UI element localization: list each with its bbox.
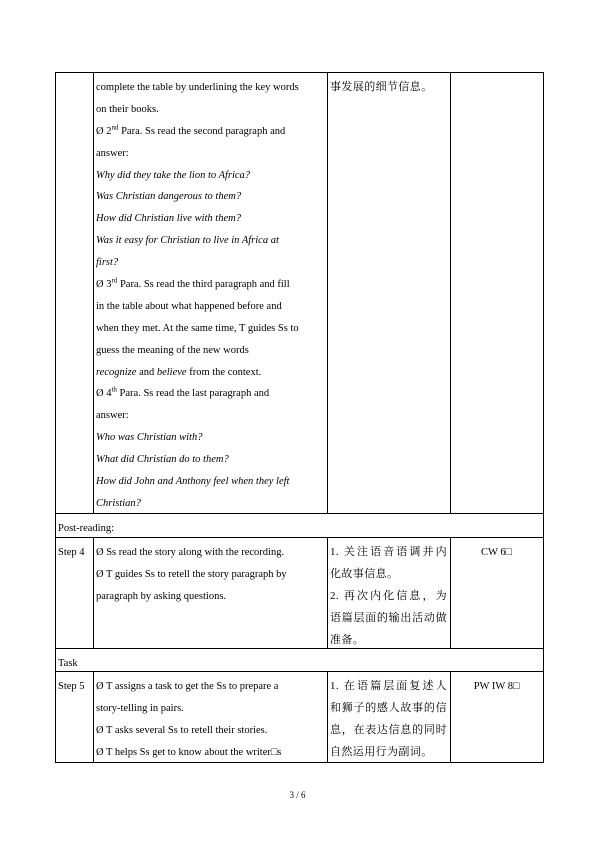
question-line: Who was Christian with? (96, 432, 203, 444)
question-line: Why did they take the lion to Africa? (96, 169, 251, 181)
step-label: Step 5 (58, 681, 85, 692)
italic-word: believe (156, 366, 187, 378)
activity-text: Para. Ss read the second paragraph and (118, 125, 286, 137)
question-line: What did Christian do to them? (96, 454, 229, 466)
question-line: first? (96, 257, 119, 269)
activity-line: Ø T assigns a task to get the Ss to prepare a (96, 681, 279, 692)
activity-text: from the context. (186, 366, 262, 378)
activity-line: on their books. (96, 103, 159, 115)
time-label: CW 6□ (481, 547, 512, 558)
activity-line: Ø Ss read the story along with the recording. (96, 547, 285, 558)
purpose-line: 2. 再次内化信息，为 (330, 589, 447, 602)
bullet-text: Ø 4 (96, 388, 112, 400)
step-cell (55, 671, 94, 763)
question-line: Was it easy for Christian to live in Africa at (96, 235, 279, 247)
step-cell (55, 72, 94, 514)
time-label: PW IW 8□ (473, 681, 520, 692)
purpose-line: 息，在表达信息的同时 (330, 723, 447, 736)
section-row-task (55, 648, 544, 672)
activities-cell (93, 72, 328, 514)
purpose-line: 准备。 (330, 633, 365, 646)
activity-line: paragraph by asking questions. (96, 590, 227, 602)
activity-line: story-telling in pairs. (96, 702, 184, 714)
activity-line: Ø T asks several Ss to retell their stories. (96, 724, 268, 736)
activity-text: Para. Ss read the third paragraph and fill (117, 279, 290, 291)
activity-line: complete the table by underlining the key words (96, 82, 299, 93)
purpose-cell (327, 671, 451, 763)
time-cell (450, 72, 544, 514)
question-line: How did John and Anthony feel when they left (96, 476, 290, 488)
question-line: Was Christian dangerous to them? (96, 191, 242, 203)
ordinal-suffix: nd (111, 123, 119, 132)
purpose-line: 和狮子的感人故事的信 (330, 701, 447, 714)
ordinal-suffix: th (111, 385, 117, 394)
section-label: Post-reading: (58, 523, 114, 534)
page-number: 3 / 6 (289, 790, 306, 800)
activity-line (96, 383, 324, 405)
time-cell (450, 671, 544, 763)
section-label: Task (58, 658, 78, 669)
purpose-line: 事发展的细节信息。 (330, 81, 433, 93)
activity-line (96, 121, 324, 143)
purpose-line: 化故事信息。 (330, 567, 399, 580)
activity-line: answer: (96, 147, 129, 159)
purpose-cell (327, 537, 451, 649)
activities-cell (93, 671, 328, 763)
time-cell (450, 537, 544, 649)
purpose-line: 1. 在语篇层面复述人 (330, 680, 447, 692)
activity-line: in the table about what happened before and (96, 300, 282, 312)
activity-line (96, 274, 324, 296)
italic-word: recognize (96, 366, 137, 378)
activity-text: and (136, 366, 157, 378)
question-line: How did Christian live with them? (96, 213, 241, 225)
purpose-cell (327, 72, 451, 514)
purpose-line: 1. 关注语音语调并内 (330, 546, 447, 558)
bullet-text: Ø 3 (96, 279, 112, 291)
activity-line: when they met. At the same time, T guides Ss to (96, 322, 299, 334)
activity-line: guess the meaning of the new words (96, 344, 249, 356)
ordinal-suffix: rd (111, 276, 118, 285)
section-row-post-reading (55, 513, 544, 538)
activity-text: Para. Ss read the last paragraph and (116, 388, 270, 400)
step-label: Step 4 (58, 547, 85, 558)
activity-line: answer: (96, 410, 129, 422)
purpose-line: 自然运用行为副词。 (330, 745, 433, 758)
activity-line: Ø T guides Ss to retell the story paragraph by (96, 568, 287, 580)
activity-line: Ø T helps Ss get to know about the writer□s (96, 746, 282, 758)
bullet-text: Ø 2 (96, 125, 112, 137)
activities-cell (93, 537, 328, 649)
purpose-line: 语篇层面的输出活动做 (330, 611, 447, 624)
activity-line (96, 362, 324, 384)
step-cell (55, 537, 94, 649)
question-line: Christian? (96, 497, 141, 509)
